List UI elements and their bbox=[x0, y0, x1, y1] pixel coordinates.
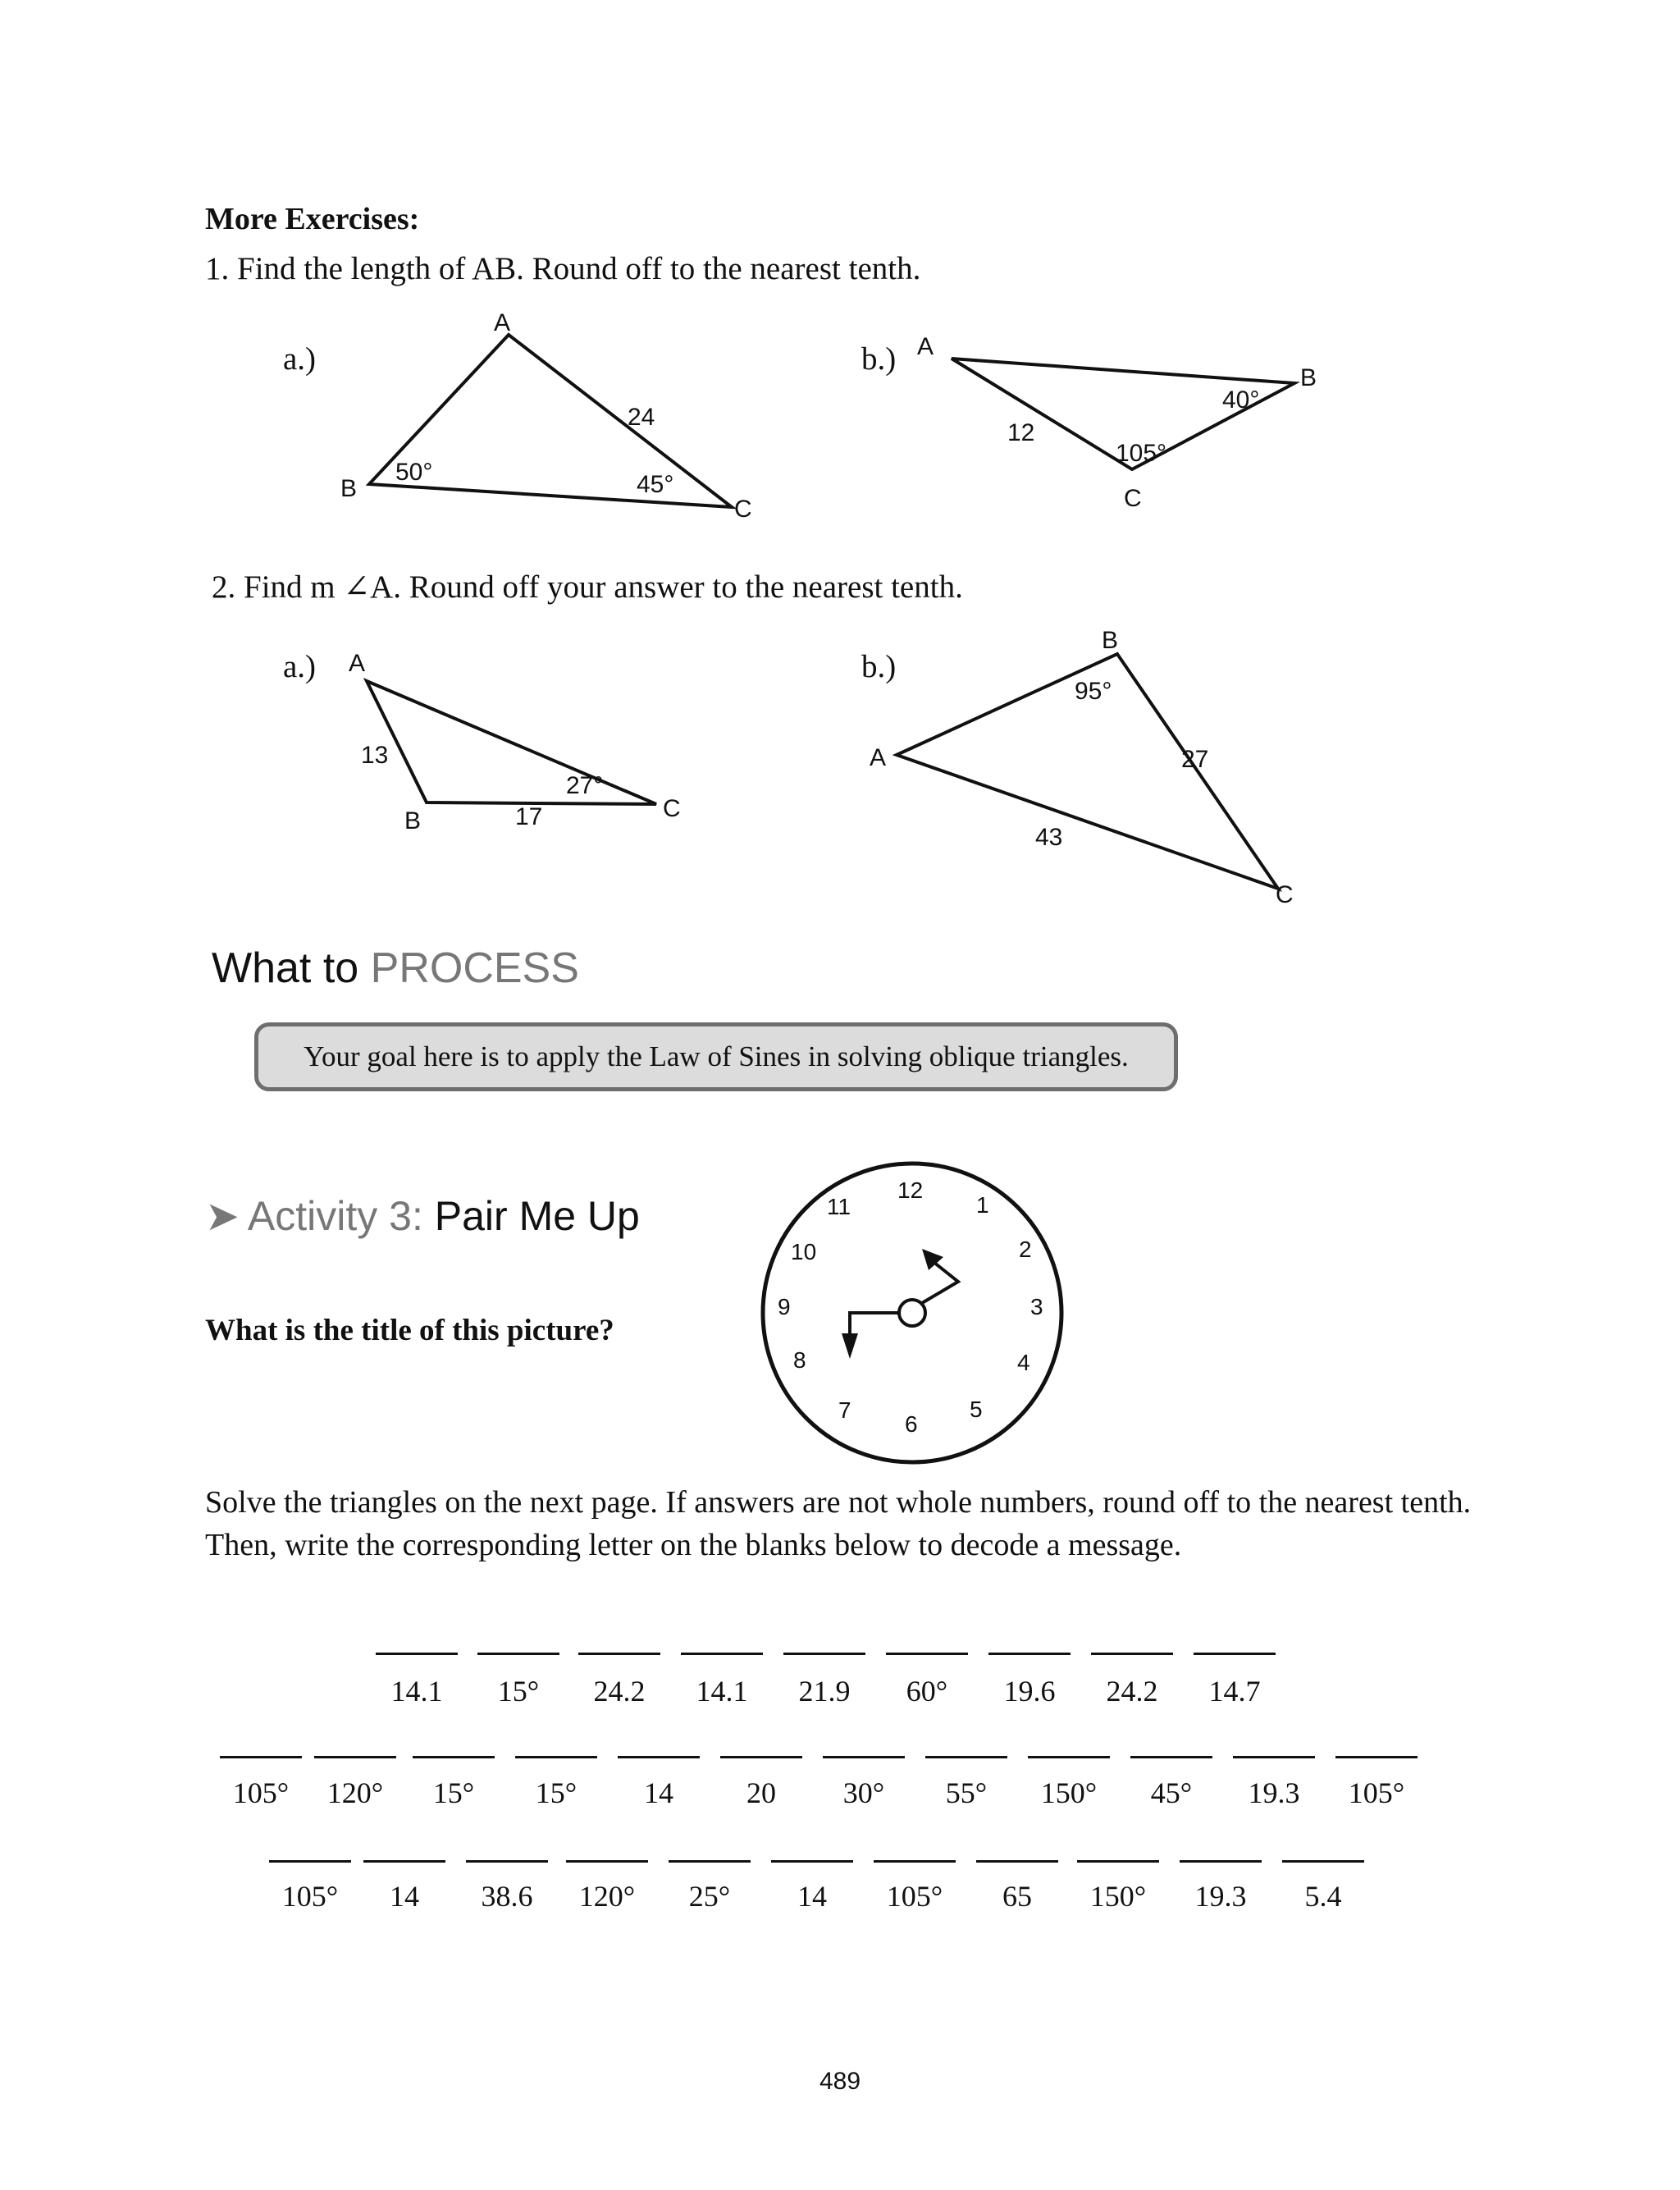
clock-num-5: 5 bbox=[970, 1397, 983, 1422]
answer-value: 30° bbox=[842, 1776, 885, 1809]
tri1a-vertex-b: B bbox=[340, 475, 358, 502]
clock-num-10: 10 bbox=[791, 1239, 817, 1264]
clock-picture bbox=[763, 1164, 1061, 1462]
instructions: Solve the triangles on the next page. If answers are not whole numbers, round off to the nearest tenth. Then, write the corresponding letter on the blanks below to decode a message. bbox=[205, 1485, 1472, 1562]
answer-value: 5.4 bbox=[1304, 1880, 1342, 1913]
answer-value: 14.1 bbox=[390, 1675, 443, 1708]
exercises-heading: More Exercises: bbox=[205, 202, 420, 236]
tri1a-vertex-a: A bbox=[494, 309, 511, 336]
answer-blank[interactable] bbox=[720, 1756, 802, 1758]
answer-blank[interactable] bbox=[1180, 1860, 1262, 1863]
answer-blank[interactable] bbox=[578, 1653, 660, 1655]
process-title-prefix: What to bbox=[212, 944, 371, 992]
answer-value: 24.2 bbox=[1106, 1675, 1158, 1708]
answer-value: 15° bbox=[497, 1675, 540, 1708]
tri2a-vertex-c: C bbox=[663, 795, 681, 822]
answer-blank[interactable] bbox=[1028, 1756, 1110, 1758]
answer-value: 14 bbox=[644, 1776, 673, 1809]
tri1a-side-ac: 24 bbox=[628, 404, 655, 431]
answer-value: 105° bbox=[886, 1880, 943, 1913]
answer-blank[interactable] bbox=[314, 1756, 396, 1758]
triangle-1a bbox=[340, 309, 752, 523]
tri2a-vertex-a: A bbox=[349, 650, 366, 677]
answer-blank[interactable] bbox=[886, 1653, 968, 1655]
answer-value: 21.9 bbox=[798, 1675, 851, 1708]
answer-value: 150° bbox=[1040, 1776, 1098, 1809]
answer-value: 19.3 bbox=[1248, 1776, 1300, 1809]
answer-value: 55° bbox=[945, 1776, 988, 1809]
answer-blank[interactable] bbox=[269, 1860, 351, 1863]
answer-value: 15° bbox=[535, 1776, 578, 1809]
clock-num-1: 1 bbox=[976, 1192, 989, 1218]
tri2b-side-ac: 43 bbox=[1035, 824, 1063, 851]
clock-num-11: 11 bbox=[827, 1194, 851, 1219]
answer-value: 150° bbox=[1089, 1880, 1147, 1913]
tri1a-vertex-c: C bbox=[734, 496, 752, 523]
process-title-accent: PROCESS bbox=[370, 944, 579, 992]
answer-blank[interactable] bbox=[413, 1756, 495, 1758]
answer-blank[interactable] bbox=[874, 1860, 956, 1863]
answer-blank[interactable] bbox=[376, 1653, 458, 1655]
picture-question: What is the title of this picture? bbox=[205, 1314, 614, 1347]
triangle-2a bbox=[349, 650, 681, 834]
answer-value: 105° bbox=[281, 1880, 339, 1913]
answer-value: 105° bbox=[1348, 1776, 1405, 1809]
tri2b-angle-b: 95° bbox=[1075, 678, 1112, 705]
answer-blank[interactable] bbox=[220, 1756, 302, 1758]
activity-heading bbox=[205, 1192, 640, 1240]
answer-blank[interactable] bbox=[477, 1653, 559, 1655]
answer-blank[interactable] bbox=[783, 1653, 865, 1655]
clock-num-8: 8 bbox=[793, 1347, 806, 1373]
tri1b-vertex-b: B bbox=[1300, 364, 1317, 391]
q1-part-a-label: a.) bbox=[283, 341, 317, 377]
tri1b-vertex-c: C bbox=[1124, 485, 1142, 512]
tri2a-side-bc: 17 bbox=[515, 803, 543, 830]
activity-title: Pair Me Up bbox=[434, 1193, 640, 1239]
arrow-icon: ➤ bbox=[205, 1193, 240, 1239]
answer-blank[interactable] bbox=[823, 1756, 905, 1758]
goal-box bbox=[254, 1022, 1178, 1091]
question-2: 2. Find m ∠A. Round off your answer to the nearest tenth. bbox=[212, 569, 963, 605]
answer-blank[interactable] bbox=[988, 1653, 1071, 1655]
page-number: 489 bbox=[819, 2068, 861, 2095]
answer-blank[interactable] bbox=[1335, 1756, 1418, 1758]
answer-value: 15° bbox=[432, 1776, 475, 1809]
clock-num-12: 12 bbox=[897, 1177, 924, 1203]
answer-value: 20 bbox=[746, 1776, 776, 1809]
tri2a-angle-c: 27° bbox=[566, 772, 604, 799]
answer-blank[interactable] bbox=[566, 1860, 648, 1863]
answer-value: 24.2 bbox=[593, 1675, 646, 1708]
answer-value: 19.3 bbox=[1194, 1880, 1247, 1913]
q2-part-b-label: b.) bbox=[861, 649, 897, 684]
answer-blank[interactable] bbox=[1077, 1860, 1159, 1863]
tri2b-vertex-b: B bbox=[1102, 627, 1119, 654]
clock-num-6: 6 bbox=[905, 1411, 918, 1437]
answer-blank[interactable] bbox=[466, 1860, 548, 1863]
answer-value: 38.6 bbox=[481, 1880, 533, 1913]
clock-num-3: 3 bbox=[1030, 1294, 1043, 1319]
answer-blank[interactable] bbox=[1194, 1653, 1276, 1655]
answer-blank[interactable] bbox=[363, 1860, 445, 1863]
tri2b-vertex-a: A bbox=[870, 744, 887, 771]
tri1b-angle-b: 40° bbox=[1222, 386, 1260, 414]
tri2a-side-ab: 13 bbox=[361, 742, 389, 769]
answer-blank[interactable] bbox=[925, 1756, 1007, 1758]
tri1a-angle-c: 45° bbox=[637, 471, 674, 498]
activity-label: Activity 3: bbox=[247, 1193, 423, 1239]
answer-blank[interactable] bbox=[1091, 1653, 1173, 1655]
answer-blank[interactable] bbox=[1282, 1860, 1364, 1863]
clock-num-4: 4 bbox=[1017, 1350, 1030, 1375]
answer-value: 19.6 bbox=[1003, 1675, 1056, 1708]
goal-text: Your goal here is to apply the Law of Sines in solving oblique triangles. bbox=[304, 1040, 1129, 1072]
tri2b-side-bc: 27 bbox=[1181, 746, 1209, 773]
triangle-2b bbox=[870, 627, 1294, 908]
answer-value: 45° bbox=[1150, 1776, 1193, 1809]
answer-value: 25° bbox=[688, 1880, 731, 1913]
q2-part-a-label: a.) bbox=[283, 649, 317, 684]
clock-num-2: 2 bbox=[1019, 1237, 1032, 1262]
answer-value: 105° bbox=[232, 1776, 290, 1809]
answer-blank[interactable] bbox=[618, 1756, 700, 1758]
answer-value: 65 bbox=[1002, 1880, 1032, 1913]
answer-value: 14 bbox=[390, 1880, 419, 1913]
answer-value: 14.1 bbox=[696, 1675, 748, 1708]
answer-value: 120° bbox=[578, 1880, 636, 1913]
question-1: 1. Find the length of AB. Round off to the nearest tenth. bbox=[205, 251, 921, 286]
tri1b-angle-c: 105° bbox=[1116, 440, 1167, 467]
clock-hour-arrowhead bbox=[842, 1333, 858, 1359]
tri1b-vertex-a: A bbox=[917, 333, 934, 360]
answer-blank[interactable] bbox=[1130, 1756, 1212, 1758]
answer-blank[interactable] bbox=[1233, 1756, 1315, 1758]
answer-blank[interactable] bbox=[669, 1860, 751, 1863]
clock-num-7: 7 bbox=[838, 1397, 851, 1423]
answer-blank[interactable] bbox=[515, 1756, 597, 1758]
answer-value: 14 bbox=[797, 1880, 827, 1913]
q1-part-b-label: b.) bbox=[861, 341, 897, 377]
answer-blank[interactable] bbox=[976, 1860, 1058, 1863]
clock-num-9: 9 bbox=[778, 1294, 791, 1319]
answer-value: 60° bbox=[906, 1675, 948, 1708]
clock-minute-hand bbox=[922, 1262, 958, 1303]
answer-blank[interactable] bbox=[771, 1860, 853, 1863]
tri2b-vertex-c: C bbox=[1276, 881, 1294, 908]
process-title bbox=[212, 944, 579, 993]
triangle-1b bbox=[917, 333, 1317, 512]
answer-value: 120° bbox=[326, 1776, 384, 1809]
tri1b-side-ac: 12 bbox=[1007, 419, 1035, 446]
answer-blank[interactable] bbox=[681, 1653, 763, 1655]
tri1a-angle-b: 50° bbox=[395, 459, 433, 486]
answer-value: 14.7 bbox=[1208, 1675, 1261, 1708]
tri2a-vertex-b: B bbox=[404, 807, 422, 834]
